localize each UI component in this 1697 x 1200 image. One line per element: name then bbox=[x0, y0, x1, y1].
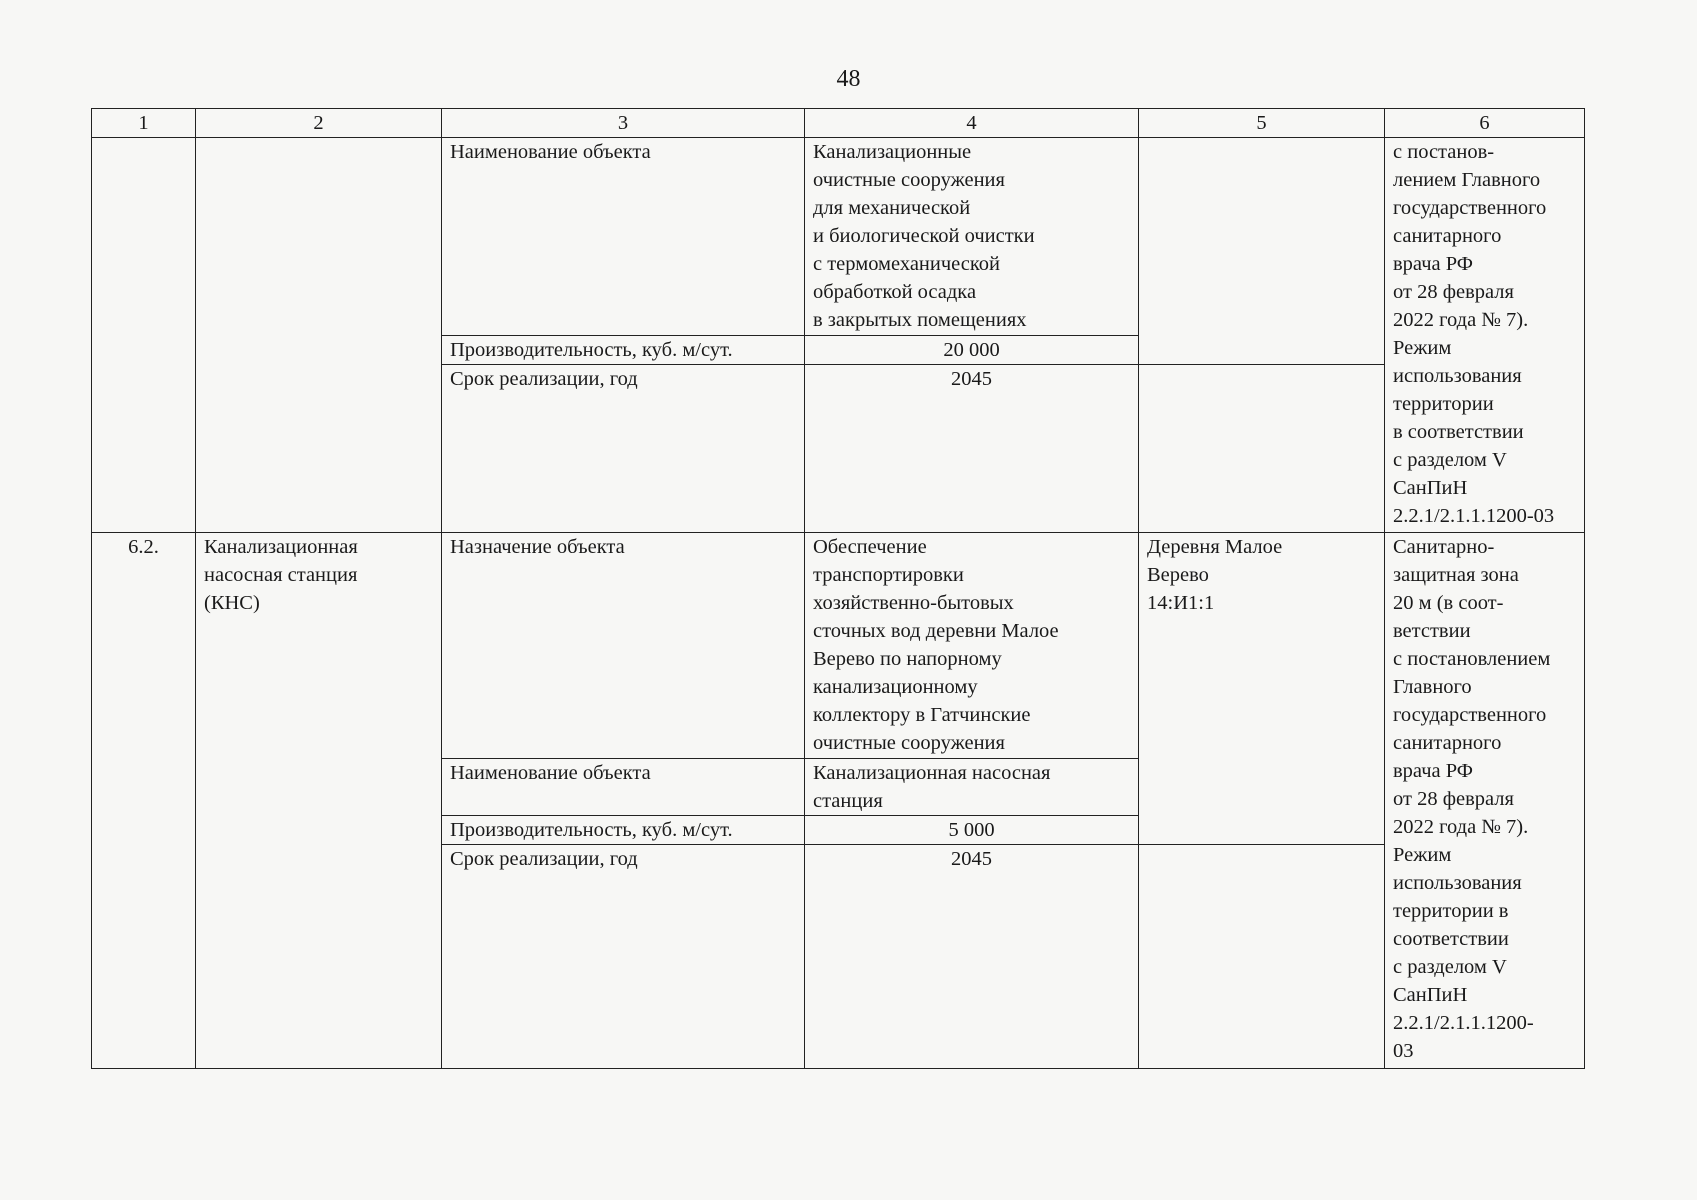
header-col-4: 4 bbox=[805, 109, 1139, 138]
cell-name-label: Наименование объекта bbox=[442, 138, 805, 336]
cell-name-label: Наименование объекта bbox=[442, 759, 805, 816]
header-col-2: 2 bbox=[196, 109, 442, 138]
cell-term-label: Срок реализации, год bbox=[442, 845, 805, 1069]
cell-location-empty bbox=[1139, 845, 1385, 1069]
header-col-5: 5 bbox=[1139, 109, 1385, 138]
page-number: 48 bbox=[836, 66, 861, 92]
cell-name-value: Канализационные очистные сооружения для механической и биологической очистки с термомеханической обработкой осадка в закрытых помещениях bbox=[805, 138, 1139, 336]
cell-location-empty bbox=[1139, 138, 1385, 365]
cell-location: Деревня Малое Верево 14:И1:1 bbox=[1139, 533, 1385, 845]
cell-zone-text: с постанов- лением Главного государственного санитарного врача РФ от 28 февраля 2022 года № 7). Режим использования территории в соответствии с разделом V СанПиН 2.2.1/2.1.1.1200-03 bbox=[1385, 138, 1585, 533]
cell-term-label: Срок реализации, год bbox=[442, 365, 805, 533]
cell-object-empty bbox=[196, 138, 442, 533]
cell-purpose-label: Назначение объекта bbox=[442, 533, 805, 759]
cell-purpose-value: Обеспечение транспортировки хозяйственно-бытовых сточных вод деревни Малое Верево по напорному канализационному коллектору в Гатчинские очистные сооружения bbox=[805, 533, 1139, 759]
cell-object: Канализационная насосная станция (КНС) bbox=[196, 533, 442, 1069]
table-row bbox=[92, 138, 1585, 336]
cell-capacity-label: Производительность, куб. м/сут. bbox=[442, 336, 805, 365]
header-col-6: 6 bbox=[1385, 109, 1585, 138]
header-row bbox=[92, 109, 1585, 138]
table-row bbox=[92, 533, 1585, 759]
cell-term-value: 2045 bbox=[805, 365, 1139, 533]
cell-capacity-label: Производительность, куб. м/сут. bbox=[442, 816, 805, 845]
data-table bbox=[91, 108, 1585, 1069]
cell-capacity-value: 20 000 bbox=[805, 336, 1139, 365]
header-col-3: 3 bbox=[442, 109, 805, 138]
cell-term-value: 2045 bbox=[805, 845, 1139, 1069]
cell-name-value: Канализационная насосная станция bbox=[805, 759, 1139, 816]
cell-zone-text: Санитарно- защитная зона 20 м (в соот- ветствии с постановлением Главного государственного санитарного врача РФ от 28 февраля 2022 года № 7). Режим использования территории в соответствии с разделом V СанПиН 2.2.1/2.1.1.1200- 03 bbox=[1385, 533, 1585, 1069]
header-col-1: 1 bbox=[92, 109, 196, 138]
cell-capacity-value: 5 000 bbox=[805, 816, 1139, 845]
cell-number: 6.2. bbox=[92, 533, 196, 1069]
cell-location-empty bbox=[1139, 365, 1385, 533]
cell-number-empty bbox=[92, 138, 196, 533]
